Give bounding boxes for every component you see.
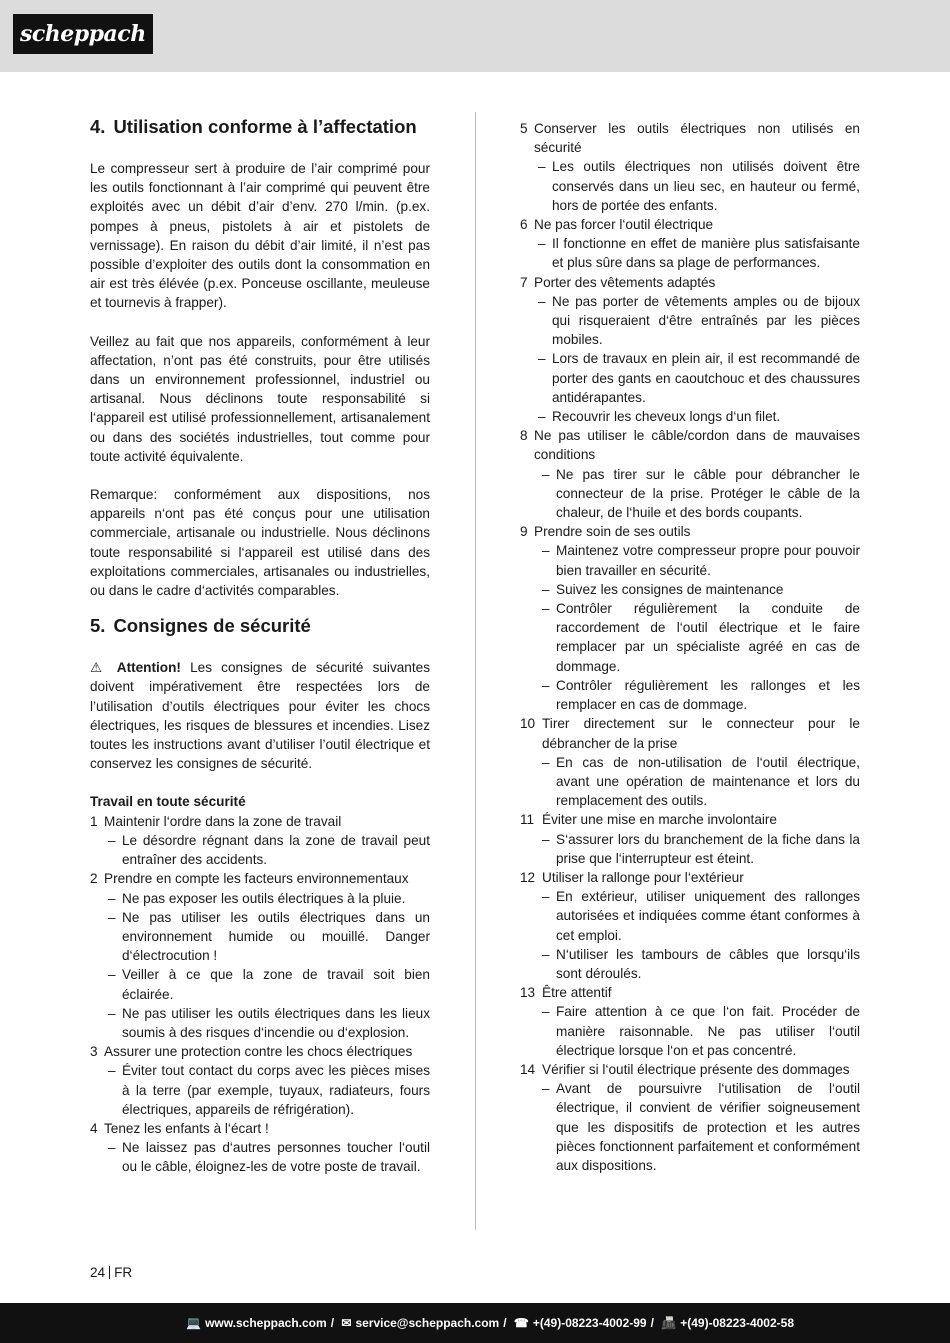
sub-item [90, 908, 430, 966]
sub-item-text: Ne pas tirer sur le câble pour débrancher le connecteur de la prise. Protéger le câble de la chaleur, de l‘huile et des bords coupants. [556, 466, 860, 521]
list-item-number: 1 [90, 813, 98, 829]
dash-bullet: – [108, 1005, 116, 1021]
sub-item-text: Ne pas exposer les outils électriques à la pluie. [122, 890, 406, 906]
list-item-title-text: Conserver les outils électriques non utilisés en sécurité [534, 121, 860, 156]
list-item-title-text: Maintenir l‘ordre dans la zone de travail [104, 813, 342, 829]
page-separator [109, 1266, 110, 1279]
list-item-title-text: Tenez les enfants à l‘écart ! [104, 1120, 269, 1136]
sub-item-text: Faire attention à ce que l‘on fait. Procéder de manière raisonnable. Ne pas utiliser l‘outil électrique lorsque l‘on et pas concentré. [556, 1004, 860, 1058]
sub-item [520, 157, 860, 215]
sub-item [520, 753, 860, 811]
sub-item [90, 1004, 430, 1042]
list-item-title [90, 1119, 430, 1138]
sub-item [520, 945, 860, 983]
list-item-number: 9 [520, 524, 528, 540]
sub-item [520, 465, 860, 523]
dash-bullet: – [542, 1004, 550, 1020]
list-item-title [520, 426, 860, 464]
list-item-title-text: Ne pas utiliser le câble/cordon dans de mauvaises conditions [534, 428, 860, 463]
list-item [520, 215, 860, 273]
phone-number: +(49)-08223-4002-99 [532, 1316, 647, 1330]
section-4-title: Utilisation conforme à l’affectation [113, 116, 417, 137]
sub-item-text: Veiller à ce que la zone de travail soit bien éclairée. [122, 967, 430, 1002]
sub-item [520, 1002, 860, 1060]
list-item-number: 6 [520, 217, 528, 233]
sub-item [520, 349, 860, 407]
left-column [90, 115, 430, 1177]
dash-bullet: – [538, 293, 546, 309]
list-item-number: 8 [520, 428, 528, 444]
dash-bullet: – [542, 831, 550, 847]
subheading-travail: Travail en toute sécurité [90, 794, 246, 810]
list-item-title-text: Prendre en compte les facteurs environnementaux [104, 871, 409, 887]
list-item-title [90, 1042, 430, 1061]
list-item [520, 522, 860, 714]
sub-item-text: Il fonctionne en effet de manière plus satisfaisante et plus sûre dans sa plage de performances. [552, 236, 860, 271]
column-divider [475, 112, 476, 1230]
sub-item [520, 599, 860, 676]
sub-item-text: En cas de non-utilisation de l‘outil électrique, avant une opération de maintenance et lors du remplacement des outils. [556, 754, 860, 809]
sub-item-text: N‘utiliser les tambours de câbles que lorsqu‘ils sont déroulés. [556, 946, 860, 981]
dash-bullet: – [542, 581, 550, 597]
sub-item [520, 407, 860, 426]
sub-item [90, 965, 430, 1003]
dash-bullet: – [108, 832, 116, 848]
dash-bullet: – [538, 409, 546, 425]
list-item-title [520, 522, 860, 541]
list-item-title-text: Vérifier si l‘outil électrique présente des dommages [542, 1061, 850, 1077]
right-column [520, 119, 860, 1175]
separator: / [503, 1316, 507, 1330]
list-item [90, 869, 430, 1042]
sub-item-text: Éviter tout contact du corps avec les pièces mises à la terre (par exemple, tuyaux, radiateurs, fours électriques, appareils de réfrigération). [122, 1063, 430, 1117]
sub-item-text: Les outils électriques non utilisés doivent être conservés dans un lieu sec, en hauteur ou fermé, hors de portée des enfants. [552, 159, 860, 213]
paragraph: Veillez au fait que nos appareils, conformément à leur affectation, n’ont pas été construits, pour être utilisés dans un environnement professionnel, industriel ou artisanal. Nous déclinons toute responsabilité si l‘appareil est utilisé professionnellement, artisanalement ou dans des sociétés industrielles, tout comme pour toute activité équivalente. [90, 333, 430, 464]
list-item-title-text: Prendre soin de ses outils [534, 524, 691, 540]
dash-bullet: – [538, 351, 546, 367]
list-item-number: 10 [520, 716, 536, 732]
page-number: 24 [90, 1265, 106, 1280]
sub-item [520, 580, 860, 599]
page-footer [90, 1265, 132, 1280]
dash-bullet: – [108, 909, 116, 925]
website-link[interactable]: www.scheppach.com [205, 1316, 327, 1330]
list-item-number: 11 [520, 812, 535, 828]
list-item-title [520, 215, 860, 234]
list-item-title [90, 812, 430, 831]
sub-item-text: Contrôler régulièrement la conduite de raccordement de l‘outil électrique et le faire remplacer par un spécialiste agréé en cas de dommage. [556, 601, 860, 674]
dash-bullet: – [108, 1140, 116, 1156]
left-safety-list [90, 812, 430, 1177]
list-item-number: 14 [520, 1061, 536, 1077]
sub-item-text: Ne pas porter de vêtements amples ou de bijoux qui risqueraient d‘être entraînés par les pièces mobiles. [552, 293, 860, 348]
list-item-title-text: Porter des vêtements adaptés [534, 274, 716, 290]
list-item [90, 1042, 430, 1119]
warning-icon: ⚠ [90, 660, 108, 676]
sub-item-text: En extérieur, utiliser uniquement des rallonges autorisées et indiquées comme étant conformes à cet emploi. [556, 889, 860, 943]
sub-item [520, 292, 860, 350]
sub-item-text: Le désordre régnant dans la zone de travail peut entraîner des accidents. [122, 832, 430, 868]
list-item-number: 5 [520, 121, 528, 136]
list-item-title [90, 869, 430, 888]
section-5-title: Consignes de sécurité [113, 615, 311, 637]
sub-item-text: Recouvrir les cheveux longs d‘un filet. [552, 409, 781, 425]
dash-bullet: – [542, 677, 550, 693]
separator: / [330, 1316, 335, 1330]
scheppach-logo: scheppach [13, 14, 153, 54]
list-item-number: 3 [90, 1044, 98, 1060]
sub-item-text: Lors de travaux en plein air, il est recommandé de porter des gants en caoutchouc et des chaussures antidérapantes. [552, 351, 860, 405]
list-item-number: 7 [520, 274, 528, 290]
sub-item [520, 830, 860, 868]
computer-icon: 💻 [186, 1316, 202, 1330]
section-4-heading [90, 115, 430, 139]
list-item-title [520, 983, 860, 1002]
dash-bullet: – [538, 236, 546, 252]
dash-bullet: – [542, 466, 550, 482]
sub-item-text: Ne pas utiliser les outils électriques dans les lieux soumis à des risques d‘incendie ou d‘explosion. [122, 1005, 430, 1040]
list-item [520, 868, 860, 983]
list-item-number: 12 [520, 869, 536, 885]
sub-item [90, 1061, 430, 1119]
dash-bullet: – [108, 1063, 116, 1079]
list-item [520, 983, 860, 1060]
mail-icon: ✉ [341, 1316, 352, 1330]
separator: / [650, 1316, 654, 1330]
paragraph: Le compresseur sert à produire de l’air comprimé pour les outils fonctionnant à l’air comprimé qui peuvent être exploités avec un débit d’air d’env. 270 l/min. (p.ex. pompes à pneus, pistolets à air et pistolets de vernissage). En raison du débit d’air limité, il n’est pas possible d’exploiter des outils dont la consommation en air est très élévée (p.ex. Ponceuse oscillante, meuleuse et tournevis à frapper). [90, 161, 430, 311]
dash-bullet: – [542, 754, 550, 770]
page-language: FR [114, 1265, 133, 1280]
sub-item-text: Ne pas utiliser les outils électriques dans un environnement humide ou mouillé. Danger d‘électrocution ! [122, 909, 430, 964]
list-item-title [520, 714, 860, 752]
sub-item [90, 1138, 430, 1176]
list-item-title-text: Utiliser la rallonge pour l‘extérieur [542, 869, 744, 885]
list-item-title [520, 119, 860, 157]
list-item [520, 1060, 860, 1175]
list-item-title-text: Être attentif [542, 985, 612, 1001]
header-bar [0, 0, 950, 72]
sub-item [520, 541, 860, 579]
list-item [520, 426, 860, 522]
dash-bullet: – [542, 946, 550, 962]
sub-item [90, 831, 430, 869]
dash-bullet: – [108, 967, 116, 983]
sub-item-text: Avant de poursuivre l‘utilisation de l‘outil électrique, il convient de vérifier soigneusement que les dispositifs de protection et les autres pièces fonctionnent parfaitement et conformément aux dispositions. [556, 1081, 860, 1173]
dash-bullet: – [542, 1081, 550, 1097]
list-item [520, 810, 860, 868]
contact-line [184, 1303, 796, 1343]
sub-item [90, 889, 430, 908]
sub-item [520, 1079, 860, 1175]
email-link[interactable]: service@scheppach.com [355, 1316, 500, 1330]
list-item-title-text: Assurer une protection contre les chocs électriques [104, 1044, 413, 1060]
list-item-title [520, 868, 860, 887]
list-item-title-text: Ne pas forcer l‘outil électrique [534, 217, 714, 233]
dash-bullet: – [542, 543, 550, 559]
section-5-heading [90, 614, 430, 638]
sub-item-text: Maintenez votre compresseur propre pour pouvoir bien travailler en sécurité. [556, 543, 860, 578]
section-4-number: 4. [90, 116, 106, 137]
list-item [520, 714, 860, 810]
footer-bar [0, 1303, 950, 1343]
phone-icon: ☎ [513, 1316, 529, 1330]
list-item-title [520, 810, 860, 829]
dash-bullet: – [538, 159, 546, 175]
dash-bullet: – [542, 601, 550, 617]
list-item [90, 1119, 430, 1177]
fax-icon: 📠 [661, 1316, 677, 1330]
section-5-number: 5. [90, 615, 106, 637]
warning-text: Les consignes de sécurité suivantes doivent impérativement être respectées lors de l’utilisation d’outils électriques pour éviter les chocs électriques, les risques de blessures et incendies. Lisez toutes les instructions avant d’utiliser l’outil électrique et conservez les consignes de sécurité. [90, 660, 431, 772]
sub-item-text: Suivez les consignes de maintenance [556, 581, 784, 597]
list-item-title [520, 1060, 860, 1079]
list-item [520, 119, 860, 215]
dash-bullet: – [542, 889, 550, 905]
fax-number: +(49)-08223-4002-58 [680, 1316, 794, 1330]
list-item [520, 273, 860, 427]
list-item-title [520, 273, 860, 292]
sub-item-text: Contrôler régulièrement les rallonges et les remplacer en cas de dommage. [556, 677, 860, 713]
list-item-number: 2 [90, 871, 98, 887]
sub-item [520, 887, 860, 945]
sub-item-text: S‘assurer lors du branchement de la fiche dans la prise que l‘interrupteur est éteint. [556, 831, 860, 866]
paragraph: Remarque: conformément aux dispositions, nos appareils n‘ont pas été conçus pour une utilisation commerciale, artisanale ou industrielle. Nous déclinons toute responsabilité si l‘appareil est utilisé dans des exploitations commerciales, artisanales ou industrielles, ou dans le cadre d‘activités comparables. [90, 487, 430, 599]
dash-bullet: – [108, 890, 116, 906]
list-item [90, 812, 430, 870]
sub-item [520, 676, 860, 714]
list-item-title-text: Éviter une mise en marche involontaire [542, 812, 777, 828]
right-safety-list [520, 119, 860, 1175]
sub-item [520, 234, 860, 272]
list-item-title-text: Tirer directement sur le connecteur pour le débrancher de la prise [542, 716, 860, 751]
list-item-number: 4 [90, 1120, 98, 1136]
warning-paragraph [90, 658, 430, 773]
sub-item-text: Ne laissez pas d‘autres personnes toucher l‘outil ou le câble, éloignez-les de votre poste de travail. [122, 1140, 430, 1175]
warning-label: Attention! [116, 660, 181, 676]
list-item-number: 13 [520, 985, 536, 1001]
